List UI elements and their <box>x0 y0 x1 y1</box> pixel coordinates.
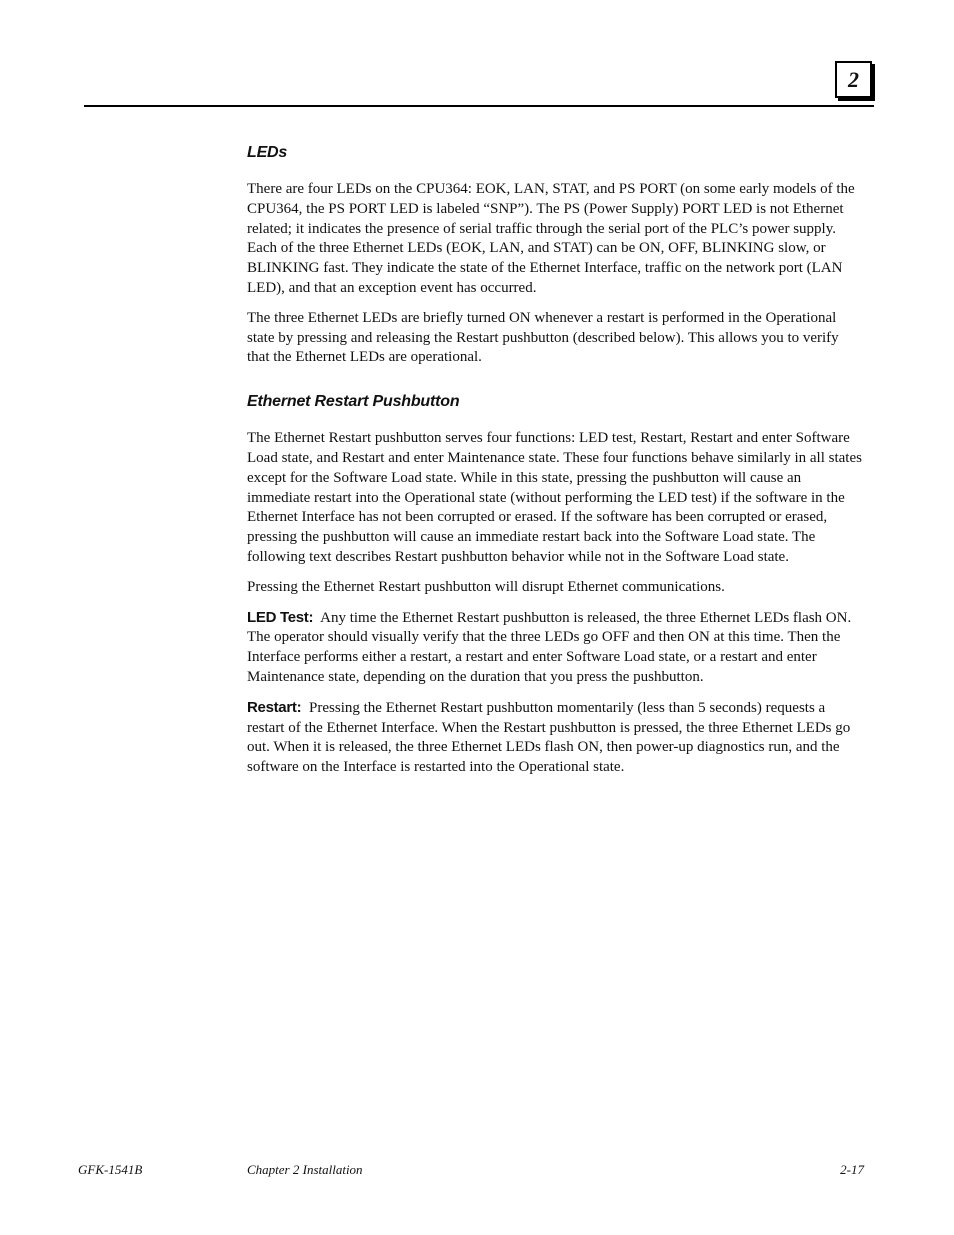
leds-paragraph-2: The three Ethernet LEDs are briefly turned ON whenever a restart is performed in the Operational state by pressing and releasing the Restart pushbutton (described below). This allows you to verify that the Ethernet LEDs are operational. <box>247 309 839 366</box>
restart-paragraph-2: Pressing the Ethernet Restart pushbutton will disrupt Ethernet communications. <box>247 578 725 595</box>
page-content <box>247 144 863 788</box>
led-test-text: Any time the Ethernet Restart pushbutton is released, the three Ethernet LEDs flash ON. The operator should visually verify that the three LEDs go OFF and then ON at this time. Then the Interface performs either a restart, a restart and enter Software Load state, or a restart and enter Maintenance state, depending on the duration that you press the pushbutton. <box>247 609 852 685</box>
restart-paragraph-1: The Ethernet Restart pushbutton serves four functions: LED test, Restart, Restart and enter Software Load state, and Restart and enter Maintenance state. These four functions behave similarly in all states except for the Software Load state. While in this state, pressing the pushbutton will cause an immediate restart into the Operational state (without performing the LED test) if the software in the Ethernet Interface has not been corrupted or erased. If the software has been corrupted or erased, pressing the pushbutton will cause an immediate restart back into the Software Load state. The following text describes Restart pushbutton behavior while not in the Software Load state. <box>247 430 862 565</box>
restart-description-paragraph <box>247 698 863 778</box>
restart-text: Pressing the Ethernet Restart pushbutton momentarily (less than 5 seconds) requests a restart of the Ethernet Interface. When the Restart pushbutton is pressed, the three Ethernet LEDs go out. When it is released, the three Ethernet LEDs flash ON, then power-up diagnostics run, and the software on the Interface is restarted into the Operational state. <box>247 699 851 776</box>
header-rule <box>84 105 874 107</box>
led-test-paragraph <box>247 608 863 688</box>
section-heading-restart-pushbutton: Ethernet Restart Pushbutton <box>247 393 460 411</box>
footer-chapter: Chapter 2 Installation <box>247 1162 363 1177</box>
section-heading-leds: LEDs <box>247 144 288 161</box>
restart-label: Restart: <box>247 698 302 716</box>
leds-paragraph-1: There are four LEDs on the CPU364: EOK, LAN, STAT, and PS PORT (on some early models of the CPU364, the PS PORT LED is labeled “SNP”). The PS (Power Supply) PORT LED is not Ethernet related; it indicates the presence of serial traffic through the serial port of the PLC’s power supply. Each of the three Ethernet LEDs (EOK, LAN, and STAT) can be ON, OFF, BLINKING slow, or BLINKING fast. They indicate the state of the Ethernet Interface, traffic on the network port (LAN LED), and that an exception event has occurred. <box>247 181 855 296</box>
footer-page-number: 2-17 <box>840 1162 864 1177</box>
chapter-number-box: 2 <box>835 61 872 98</box>
led-test-label: LED Test: <box>247 608 314 626</box>
footer-doc-id: GFK-1541B <box>78 1162 143 1177</box>
